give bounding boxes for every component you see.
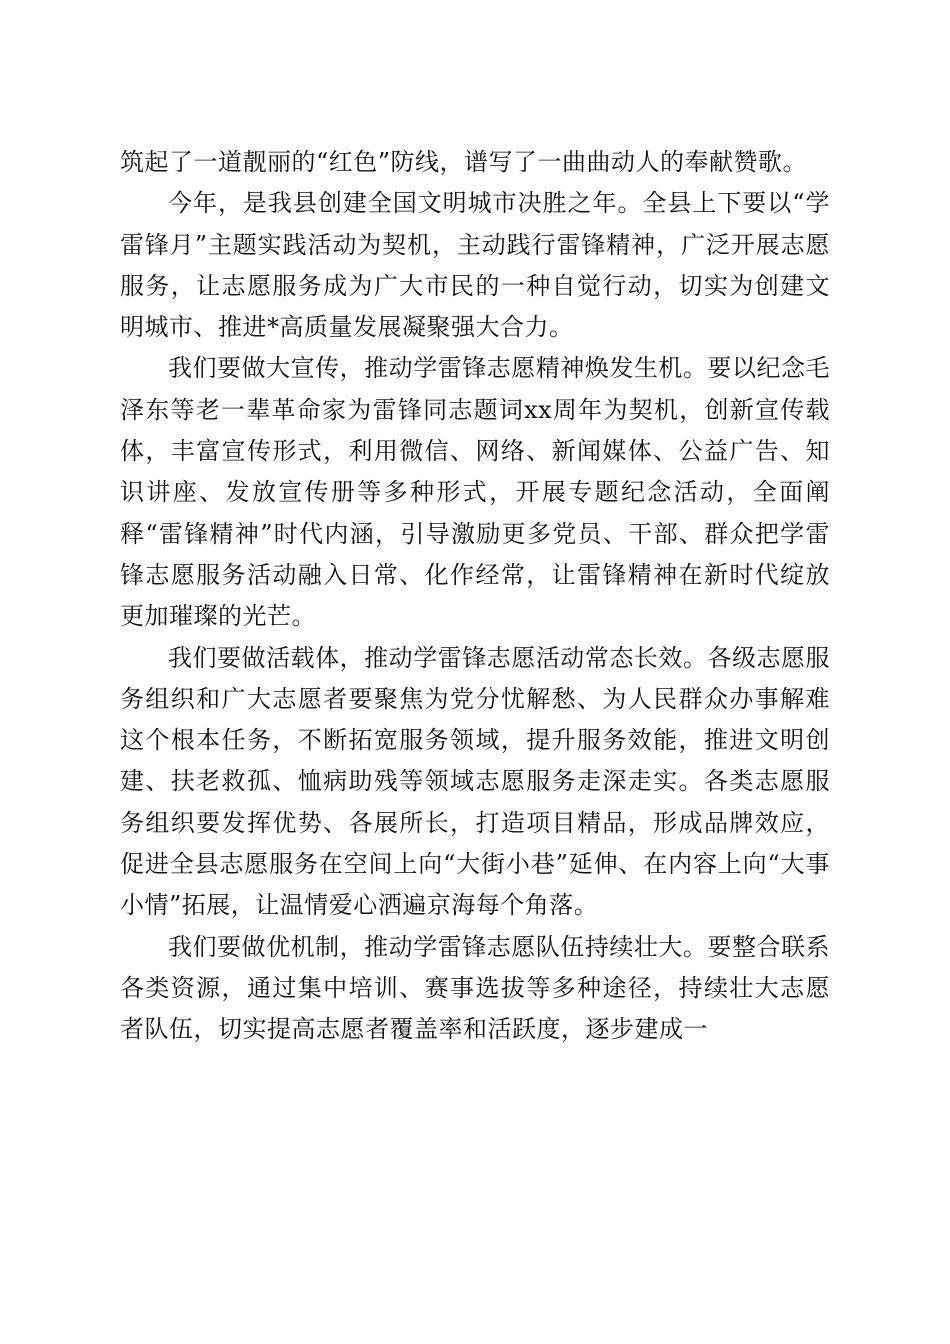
document-body [120,142,830,1051]
paragraph-publicity: 我们要做大宣传，推动学雷锋志愿精神焕发生机。要以纪念毛泽东等老一辈革命家为雷锋同志题词xx周年为契机，创新宣传载体，丰富宣传形式，利用微信、网络、新闻媒体、公益广告、知识讲座、发放宣传册等多种形式，开展专题纪念活动，全面阐释“雷锋精神”时代内涵，引导激励更多党员、干部、群众把学雷锋志愿服务活动融入日常、化作经常，让雷锋精神在新时代绽放更加璀璨的光芒。 [120,354,830,631]
paragraph-carriers: 我们要做活载体，推动学雷锋志愿活动常态长效。各级志愿服务组织和广大志愿者要聚焦为党分忧解愁、为人民群众办事解难这个根本任务，不断拓宽服务领域，提升服务效能，推进文明创建、扶老救孤、恤病助残等领域志愿服务走深走实。各类志愿服务组织要发挥优势、各展所长，打造项目精品，形成品牌效应，促进全县志愿服务在空间上向“大街小巷”延伸、在内容上向“大事小情”拓展，让温情爱心洒遍京海每个角落。 [120,643,830,920]
paragraph-mechanism: 我们要做优机制，推动学雷锋志愿队伍持续壮大。要整合联系各类资源，通过集中培训、赛事选拔等多种途径，持续壮大志愿者队伍，切实提高志愿者覆盖率和活跃度，逐步建成一 [120,932,830,1044]
paragraph-civilized-city: 今年，是我县创建全国文明城市决胜之年。全县上下要以“学雷锋月”主题实践活动为契机，主动践行雷锋精神，广泛开展志愿服务，让志愿服务成为广大市民的一种自觉行动，切实为创建文明城市、推进*高质量发展凝聚强大合力。 [120,189,830,342]
paragraph-continuation: 筑起了一道靓丽的“红色”防线，谱写了一曲曲动人的奉献赞歌。 [120,148,808,176]
